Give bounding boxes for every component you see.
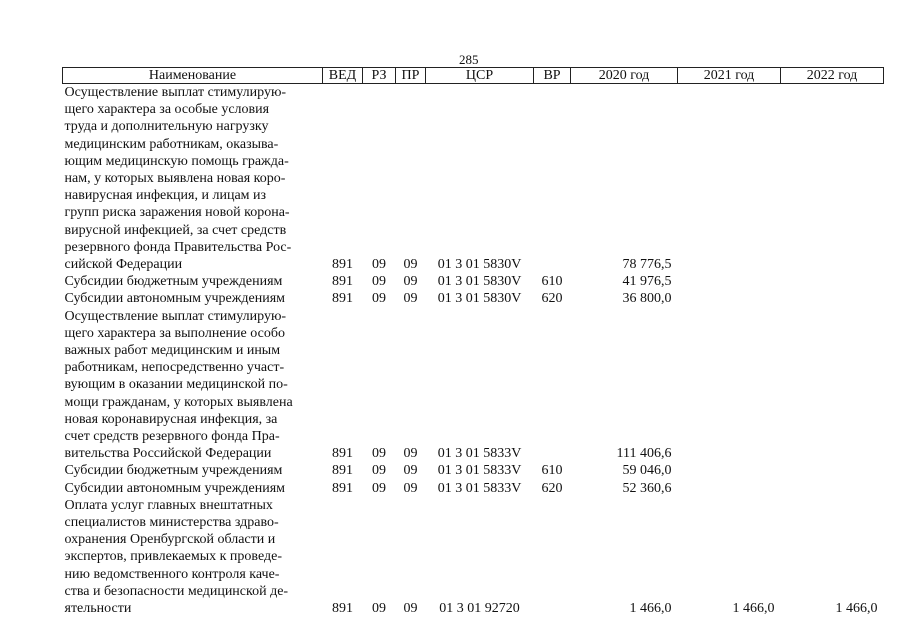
cell-2022: 1 466,0 bbox=[835, 601, 878, 617]
cell-2022 bbox=[781, 273, 884, 290]
cell-name-line: Субсидии бюджетным учреждениям bbox=[64, 274, 283, 290]
cell-rz: 09 bbox=[372, 274, 386, 290]
cell-2020: 52 360,6 bbox=[622, 480, 672, 496]
cell-vr bbox=[534, 497, 571, 617]
cell-pr: 09 bbox=[403, 257, 418, 273]
cell-name-line: охранения Оренбургской области и bbox=[64, 532, 276, 548]
cell-pr: 09 bbox=[403, 463, 418, 479]
cell-name bbox=[63, 497, 323, 617]
cell-2021 bbox=[678, 480, 781, 497]
cell-name-line: работникам, непосредственно участ- bbox=[64, 360, 285, 376]
table-row bbox=[63, 308, 884, 463]
cell-2021 bbox=[678, 84, 781, 274]
cell-name-line: щего характера за выполнение особо bbox=[64, 325, 285, 341]
col-header-name: Наименование bbox=[63, 68, 323, 84]
cell-2021 bbox=[678, 308, 781, 463]
cell-name-line: вующим в оказании медицинской по- bbox=[64, 377, 288, 393]
cell-name-line: новая коронавирусная инфекция, за bbox=[64, 411, 278, 427]
cell-2021 bbox=[678, 290, 781, 307]
cell-name-line: сийской Федерации bbox=[64, 257, 183, 273]
col-header-ved: ВЕД bbox=[323, 68, 363, 84]
cell-name-line: групп риска заражения новой корона- bbox=[64, 205, 290, 221]
col-header-2021: 2021 год bbox=[678, 68, 781, 84]
table-row bbox=[63, 497, 884, 617]
cell-ved: 891 bbox=[332, 257, 353, 273]
cell-name-line: нам, у которых выявлена новая коро- bbox=[64, 171, 286, 187]
cell-name-line: навирусная инфекция, и лицам из bbox=[64, 188, 267, 204]
table-body bbox=[63, 84, 884, 618]
cell-pr: 09 bbox=[403, 480, 418, 496]
cell-csr: 01 3 01 5833V bbox=[437, 446, 522, 462]
col-header-2020: 2020 год bbox=[571, 68, 678, 84]
cell-ved: 891 bbox=[332, 463, 353, 479]
cell-ved: 891 bbox=[332, 291, 353, 307]
cell-name bbox=[63, 290, 323, 307]
cell-vr bbox=[534, 84, 571, 274]
cell-name bbox=[63, 84, 323, 274]
cell-2020: 1 466,0 bbox=[629, 601, 672, 617]
cell-name-line: ятельности bbox=[64, 601, 132, 617]
cell-vr: 620 bbox=[541, 291, 563, 307]
cell-rz: 09 bbox=[372, 446, 386, 462]
cell-name bbox=[63, 462, 323, 479]
cell-name-line: Субсидии автономным учреждениям bbox=[64, 291, 286, 307]
cell-csr: 01 3 01 92720 bbox=[439, 601, 520, 617]
cell-ved: 891 bbox=[332, 274, 353, 290]
cell-name-line: вирусной инфекцией, за счет средств bbox=[64, 222, 287, 238]
cell-vr bbox=[534, 308, 571, 463]
cell-csr: 01 3 01 5833V bbox=[437, 480, 522, 496]
cell-2021 bbox=[678, 273, 781, 290]
cell-name-line: резервного фонда Правительства Рос- bbox=[64, 239, 292, 255]
cell-name-line: специалистов министерства здраво- bbox=[64, 515, 279, 531]
cell-2020: 59 046,0 bbox=[622, 463, 672, 479]
col-header-pr: ПР bbox=[396, 68, 426, 84]
cell-name-line: труда и дополнительную нагрузку bbox=[64, 119, 269, 135]
cell-csr: 01 3 01 5830V bbox=[437, 274, 522, 290]
col-header-csr: ЦСР bbox=[426, 68, 534, 84]
cell-name-line: нию ведомственного контроля каче- bbox=[64, 566, 280, 582]
cell-pr: 09 bbox=[403, 274, 418, 290]
cell-pr: 09 bbox=[403, 446, 418, 462]
cell-2020: 111 406,6 bbox=[616, 446, 672, 462]
cell-2021: 1 466,0 bbox=[732, 601, 775, 617]
cell-2020: 36 800,0 bbox=[622, 291, 672, 307]
cell-name-line: Оплата услуг главных внештатных bbox=[64, 497, 273, 513]
cell-csr: 01 3 01 5830V bbox=[437, 291, 522, 307]
cell-name-line: экспертов, привлекаемых к проведе- bbox=[64, 549, 282, 565]
cell-name-line: медицинским работникам, оказыва- bbox=[64, 136, 279, 152]
cell-csr: 01 3 01 5833V bbox=[437, 463, 522, 479]
cell-name-line: ющим медицинскую помощь гражда- bbox=[64, 153, 289, 169]
cell-vr: 620 bbox=[541, 480, 563, 496]
cell-2022 bbox=[781, 308, 884, 463]
cell-pr: 09 bbox=[403, 291, 418, 307]
cell-ved: 891 bbox=[332, 446, 353, 462]
cell-2020: 78 776,5 bbox=[622, 257, 672, 273]
cell-name bbox=[63, 273, 323, 290]
cell-name-line: Субсидии бюджетным учреждениям bbox=[64, 463, 283, 479]
cell-name-line: Осуществление выплат стимулирую- bbox=[64, 308, 287, 324]
cell-name-line: счет средств резервного фонда Пра- bbox=[64, 429, 280, 445]
page-number: 285 bbox=[459, 52, 479, 67]
cell-rz: 09 bbox=[372, 257, 386, 273]
cell-2022 bbox=[781, 290, 884, 307]
cell-name-line: важных работ медицинским и иным bbox=[64, 343, 281, 359]
cell-name-line: Осуществление выплат стимулирую- bbox=[64, 85, 287, 100]
cell-2022 bbox=[781, 480, 884, 497]
table-row bbox=[63, 480, 884, 497]
cell-ved: 891 bbox=[332, 480, 353, 496]
cell-name bbox=[63, 308, 323, 463]
table-row bbox=[63, 273, 884, 290]
cell-name-line: щего характера за особые условия bbox=[64, 102, 270, 118]
table-row bbox=[63, 462, 884, 479]
cell-2022 bbox=[781, 84, 884, 274]
cell-rz: 09 bbox=[372, 480, 386, 496]
table-row bbox=[63, 290, 884, 307]
cell-name bbox=[63, 480, 323, 497]
col-header-vr: ВР bbox=[534, 68, 571, 84]
cell-ved: 891 bbox=[332, 601, 353, 617]
cell-2022 bbox=[781, 462, 884, 479]
cell-name-line: вительства Российской Федерации bbox=[64, 446, 272, 462]
cell-2021 bbox=[678, 462, 781, 479]
cell-2020: 41 976,5 bbox=[622, 274, 672, 290]
cell-vr: 610 bbox=[541, 274, 563, 290]
budget-table bbox=[62, 67, 884, 617]
cell-name-line: Субсидии автономным учреждениям bbox=[64, 480, 286, 496]
cell-csr: 01 3 01 5830V bbox=[437, 257, 522, 273]
cell-name-line: ства и безопасности медицинской де- bbox=[64, 583, 289, 599]
cell-rz: 09 bbox=[372, 601, 386, 617]
cell-rz: 09 bbox=[372, 291, 386, 307]
col-header-rz: РЗ bbox=[363, 68, 396, 84]
cell-pr: 09 bbox=[403, 601, 418, 617]
col-header-2022: 2022 год bbox=[781, 68, 884, 84]
table-header-row bbox=[63, 68, 884, 84]
cell-name-line: мощи гражданам, у которых выявлена bbox=[64, 394, 293, 410]
cell-rz: 09 bbox=[372, 463, 386, 479]
cell-vr: 610 bbox=[541, 463, 563, 479]
table-row bbox=[63, 84, 884, 274]
